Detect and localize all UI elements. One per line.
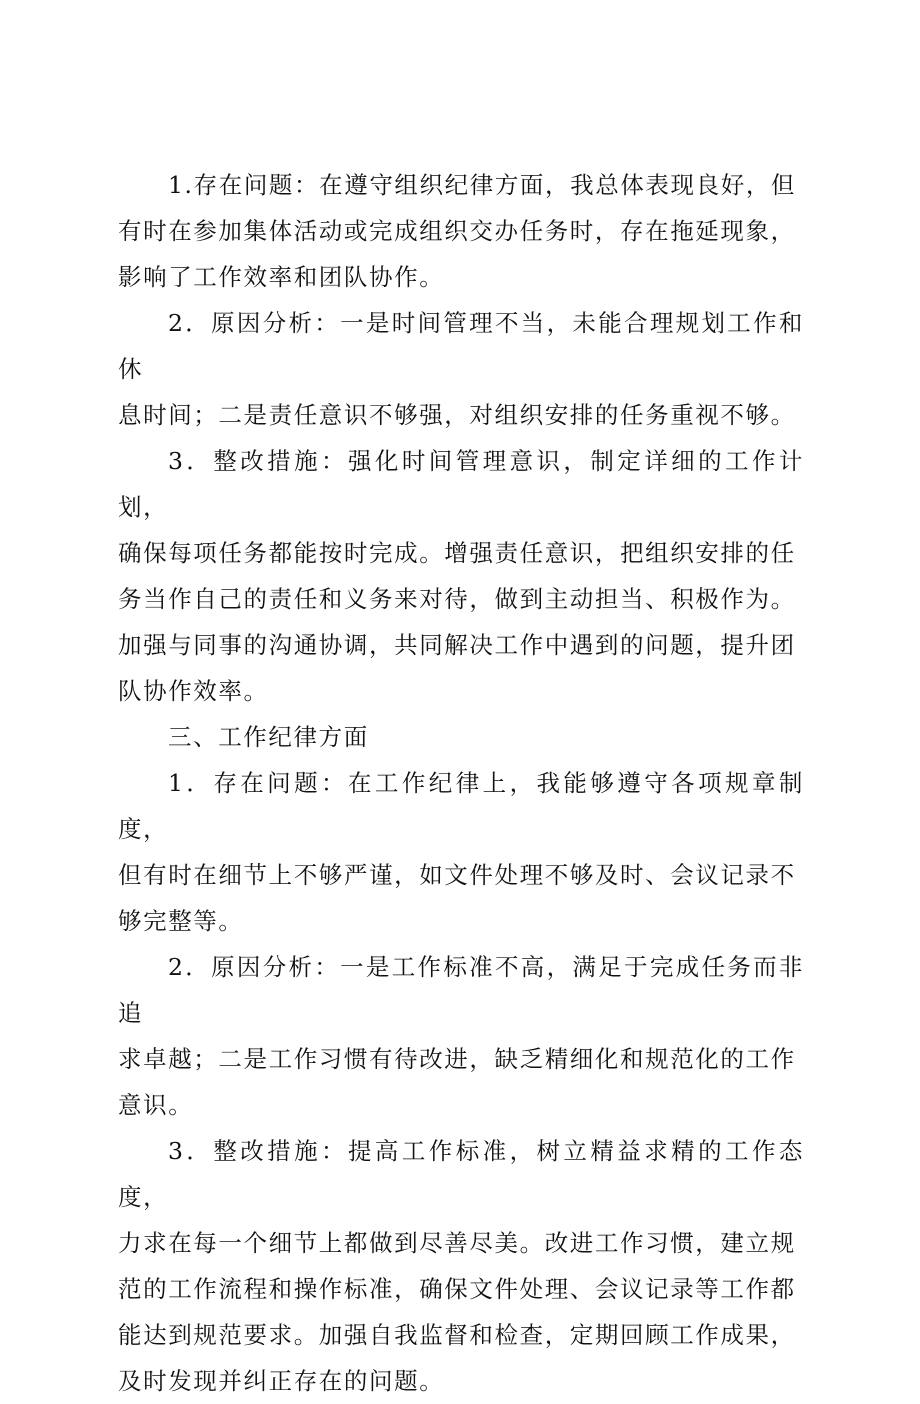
text-line: 力求在每一个细节上都做到尽善尽美。改进工作习惯，建立规 [118, 1229, 796, 1257]
text-line: 1．存在问题：在工作纪律上，我能够遵守各项规章制度， [118, 769, 804, 843]
section-heading: 三、工作纪律方面 [168, 723, 369, 751]
work-discipline-problem-paragraph [118, 760, 804, 944]
work-discipline-cause-paragraph [118, 944, 804, 1128]
text-line: 能达到规范要求。加强自我监督和检查，定期回顾工作成果， [118, 1321, 796, 1349]
text-line: 影响了工作效率和团队协作。 [118, 263, 445, 291]
text-line: 2．原因分析：一是工作标准不高，满足于完成任务而非追 [118, 953, 804, 1027]
text-line: 2．原因分析：一是时间管理不当，未能合理规划工作和休 [118, 309, 804, 383]
text-line: 务当作自己的责任和义务来对待，做到主动担当、积极作为。 [118, 585, 796, 613]
work-discipline-heading [118, 714, 804, 760]
org-discipline-cause-paragraph [118, 300, 804, 438]
text-line: 3．整改措施：提高工作标准，树立精益求精的工作态度， [118, 1137, 804, 1211]
text-line: 及时发现并纠正存在的问题。 [118, 1367, 445, 1395]
text-line: 但有时在细节上不够严谨，如文件处理不够及时、会议记录不 [118, 861, 796, 889]
org-discipline-problem-paragraph [118, 162, 804, 300]
text-line: 有时在参加集体活动或完成组织交办任务时，存在拖延现象， [118, 217, 796, 245]
text-line: 范的工作流程和操作标准，确保文件处理、会议记录等工作都 [118, 1275, 796, 1303]
text-line: 确保每项任务都能按时完成。增强责任意识，把组织安排的任 [118, 539, 796, 567]
document-body [118, 162, 804, 1404]
text-line: 息时间；二是责任意识不够强，对组织安排的任务重视不够。 [118, 401, 796, 429]
text-line: 3．整改措施：强化时间管理意识，制定详细的工作计划， [118, 447, 804, 521]
text-line: 加强与同事的沟通协调，共同解决工作中遇到的问题，提升团 [118, 631, 796, 659]
text-line: 队协作效率。 [118, 677, 269, 705]
text-line: 意识。 [118, 1091, 194, 1119]
work-discipline-measures-paragraph [118, 1128, 804, 1404]
org-discipline-measures-paragraph [118, 438, 804, 714]
text-line: 够完整等。 [118, 907, 244, 935]
text-line: 求卓越；二是工作习惯有待改进，缺乏精细化和规范化的工作 [118, 1045, 796, 1073]
text-line: 1.存在问题：在遵守组织纪律方面，我总体表现良好，但 [168, 171, 797, 199]
